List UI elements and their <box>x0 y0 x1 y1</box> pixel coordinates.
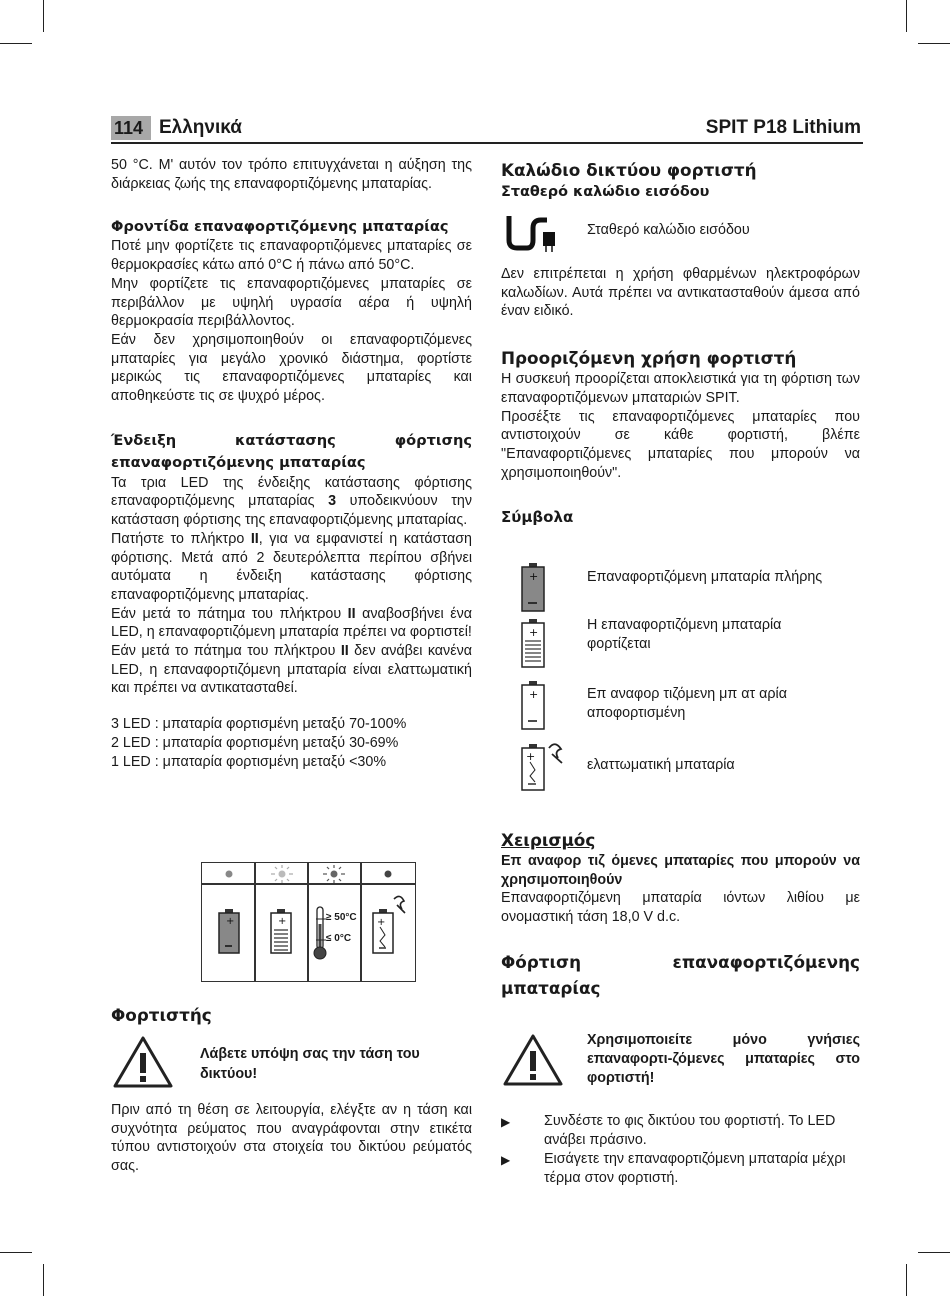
operation-subheading: Επ αναφορ τιζ όμενες μπαταρίες που μπορούν να χρησιμοποιηθούν <box>501 853 860 888</box>
crop-mark <box>906 0 907 32</box>
symbol-label: Επ αναφορ τιζόμενη μπ ατ αρία αποφορτισμένη <box>587 686 787 721</box>
crop-mark <box>906 1264 907 1296</box>
svg-text:+: + <box>377 917 386 928</box>
charger-section <box>111 1002 472 1028</box>
crop-mark <box>0 1252 32 1253</box>
language-label: Ελληνικά <box>159 117 242 138</box>
led-blinking-icon <box>323 865 345 883</box>
led-legend <box>111 715 472 771</box>
symbol-label: Η επαναφορτιζόμενη μπαταρία φορτίζεται <box>587 617 782 652</box>
cable-paragraph: Δεν επιτρέπεται η χρήση φθαρμένων ηλεκτροφόρων καλωδίων. Αυτά πρέπει να αντικατασταθούν άμεσα από έναν ειδικό. <box>501 266 860 320</box>
care-paragraph-2: Μην φορτίζετε τις επαναφορτιζόμενες μπαταρίες σε περιβάλλον με υψηλή υγρασία αέρα ή υψηλή θερμοκρασία περιβάλλοντος. <box>111 275 472 330</box>
led-blinking-icon <box>271 865 293 883</box>
page-number: 114 <box>111 116 151 140</box>
status-heading-line-1: Ένδειξη κατάστασης φόρτισης <box>111 431 472 449</box>
svg-text:+: + <box>529 570 539 583</box>
symbol-label: ελαττωματική μπαταρία <box>587 757 735 773</box>
charging-warning: Χρησιμοποιείτε μόνο γνήσιες επαναφορτι-ζόμενες μπαταρίες στο φορτιστή! <box>587 1032 860 1086</box>
led-steady-icon <box>226 871 233 878</box>
crop-mark <box>918 43 950 44</box>
cable-subheading: Σταθερό καλώδιο εισόδου <box>501 184 710 200</box>
list-item: Συνδέστε το φις δικτύου του φορτιστή. Το LED ανάβει πράσινο. <box>544 1113 836 1148</box>
left-column <box>111 156 472 771</box>
svg-text:+: + <box>278 916 287 927</box>
led-legend-line: 1 LED : μπαταρία φορτισμένη μεταξύ <30% <box>111 753 387 770</box>
svg-text:+: + <box>529 626 539 639</box>
svg-text:+: + <box>226 916 235 927</box>
operation-heading: Χειρισμός <box>501 830 596 850</box>
charging-heading-line-2: μπαταρίας <box>501 977 601 998</box>
crop-mark <box>918 1252 950 1253</box>
temp-tick-lines <box>316 915 328 945</box>
crop-mark <box>43 0 44 32</box>
charging-heading-line-1: Φόρτιση επαναφορτιζόμενης <box>501 951 860 972</box>
bullet-arrow-icon: ▶ <box>501 1153 511 1167</box>
status-paragraph-4: Εάν μετά το πάτημα του πλήκτρου II δεν ανάβει κανένα LED, η επαναφορτιζόμενη μπαταρία είναι ελαττωματική και πρέπει να αντικατασταθεί. <box>111 643 472 697</box>
battery-defective-icon <box>372 893 412 955</box>
status-heading-line-2: επαναφορτιζόμενης μπαταρίας <box>111 453 366 471</box>
care-paragraph-3: Εάν δεν χρησιμοποιηθούν οι επαναφορτιζόμενες μπαταρίες για μεγάλο χρονικό διάστημα, φορτίστε μερικώς τις επαναφορτιζόμενες μπαταρίες και αποθηκεύστε τις σε ψυχρό μέρος. <box>111 331 472 405</box>
charger-paragraph: Πριν από τη θέση σε λειτουργία, ελέγξτε αν η τάση και συχνότητα ρεύματος που αναγράφονται στην ετικέτα τύπου αντιστοιχούν στα στοιχεία του δικτύου ρεύματός σας. <box>111 1102 472 1175</box>
symbol-label: Επαναφορτιζόμενη μπαταρία πλήρης <box>587 569 823 585</box>
use-heading: Προοριζόμενη χρήση φορτιστή <box>501 348 797 369</box>
cable-heading: Καλώδιο δικτύου φορτιστή <box>501 160 757 180</box>
fixed-cable-icon <box>505 214 557 254</box>
charging-steps <box>501 1112 860 1192</box>
warning-icon <box>503 1034 563 1086</box>
led-legend-line: 3 LED : μπαταρία φορτισμένη μεταξύ 70-100% <box>111 716 407 733</box>
temp-high-label: ≥ 50°C <box>326 912 357 923</box>
led-legend-line: 2 LED : μπαταρία φορτισμένη μεταξύ 30-69% <box>111 734 399 751</box>
bullet-arrow-icon: ▶ <box>501 1115 511 1129</box>
charger-heading: Φορτιστής <box>111 1005 212 1025</box>
table-divider <box>202 883 415 885</box>
care-heading: Φροντίδα επαναφορτιζόμενης μπαταρίας <box>111 218 449 236</box>
status-paragraph-3: Εάν μετά το πάτημα του πλήκτρου II αναβοσβήνει ένα LED, η επαναφορτιζόμενη μπαταρία πρέπει να φορτιστεί! <box>111 605 472 641</box>
symbols-heading: Σύμβολα <box>501 508 574 527</box>
led-indicator-row <box>202 863 414 883</box>
cable-icon-label: Σταθερό καλώδιο εισόδου <box>587 222 750 238</box>
right-column <box>501 158 860 202</box>
cable-text-block <box>501 265 860 527</box>
battery-full-icon <box>218 908 240 954</box>
battery-charging-icon <box>270 908 292 954</box>
status-paragraph-2: Πατήστε το πλήκτρο II, για να εμφανιστεί η κατάσταση φόρτισης. Μετά από 2 δευτερόλεπτα περίπου σβήνει αυτόματα η ένδειξη κατάστασης φόρτισης επαναφορτιζόμενης μπαταρίας. <box>111 530 472 603</box>
charger-text-block <box>111 1101 472 1176</box>
operation-paragraph: Επαναφορτιζόμενη μπαταρία ιόντων λιθίου με ονομαστική τάση 18,0 V d.c. <box>501 890 860 926</box>
battery-empty-icon <box>521 680 545 730</box>
charger-warning: Λάβετε υπόψη σας την τάση του δικτύου! <box>200 1046 420 1082</box>
product-name: SPIT P18 Lithium <box>705 117 861 138</box>
led-status-table <box>201 862 416 982</box>
care-paragraph-1: Ποτέ μην φορτίζετε τις επαναφορτιζόμενες μπαταρίες σε θερμοκρασίες κάτω από 0°C ή πάνω από 50°C. <box>111 238 472 274</box>
crop-mark <box>0 43 32 44</box>
battery-defective-icon <box>521 740 567 792</box>
battery-full-icon <box>521 562 545 612</box>
operation-section <box>501 828 860 1001</box>
temp-low-label: ≤ 0°C <box>326 933 352 944</box>
use-paragraph-2: Προσέξτε τις επαναφορτιζόμενες μπαταρίες που αντιστοιχούν σε κάθε φορτιστή, βλέπε "Επαναφορτιζόμενες μπαταρίες που μπορούν να χρησιμοποιηθούν". <box>501 408 860 481</box>
warning-icon <box>113 1036 173 1088</box>
intro-paragraph: 50 °C. Μ' αυτόν τον τρόπο επιτυγχάνεται η αύξηση της διάρκειας ζωής της επαναφορτιζόμενης μπαταρίας. <box>111 157 472 192</box>
list-item: Εισάγετε την επαναφορτιζόμενη μπαταρία μέχρι τέρμα στον φορτιστή. <box>544 1151 846 1186</box>
page-header <box>111 114 863 144</box>
symbols-list <box>501 560 860 800</box>
svg-text:+: + <box>529 688 539 701</box>
battery-charging-icon <box>521 618 545 668</box>
status-paragraph-1: Τα τρια LED της ένδειξης κατάστασης φόρτισης επαναφορτιζόμενης μπαταρίας 3 υποδεικνύουν την κατάσταση φόρτισης της επαναφορτιζόμενης μπαταρίας. <box>111 474 472 529</box>
led-steady-icon <box>385 871 392 878</box>
crop-mark <box>43 1264 44 1296</box>
svg-text:+: + <box>526 750 536 763</box>
use-paragraph-1: Η συσκευή προορίζεται αποκλειστικά για τη φόρτιση των επαναφορτιζόμενων μπαταριών SPIT. <box>501 371 860 406</box>
